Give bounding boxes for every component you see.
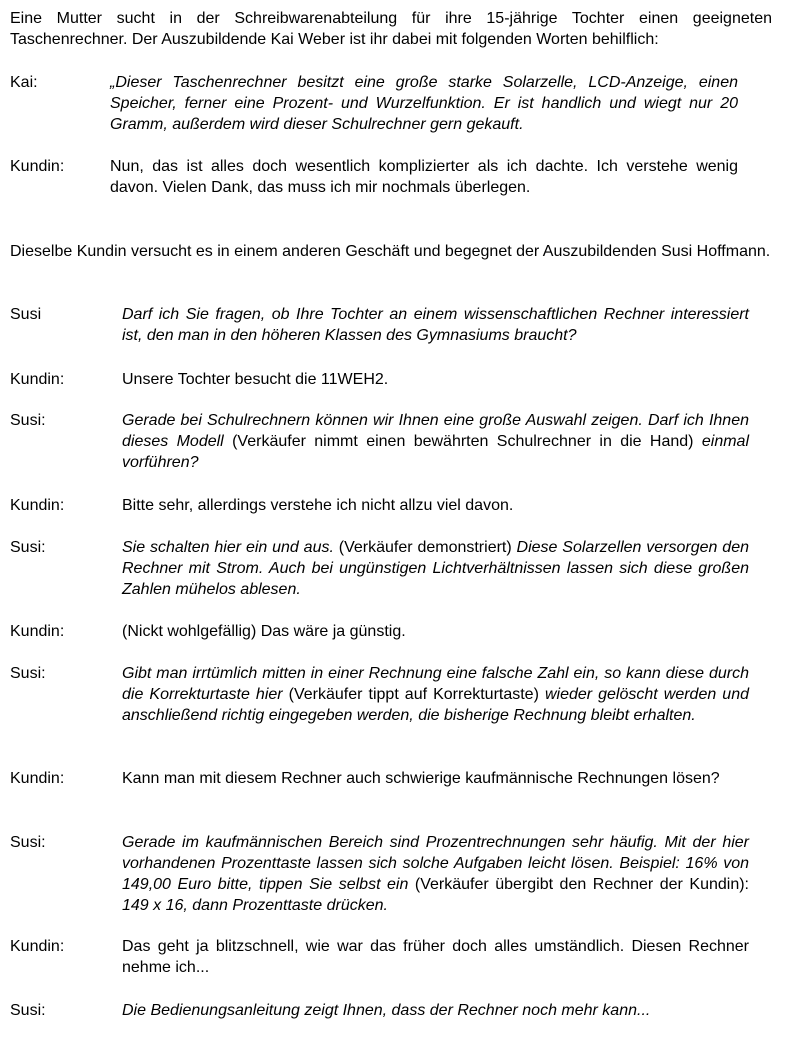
utterance-text [122, 832, 749, 916]
utterance-text [122, 304, 749, 346]
utterance-segment: Die Bedienungsanleitung zeigt Ihnen, dass der Rechner noch mehr kann... [122, 1002, 651, 1019]
utterance-text [122, 410, 749, 473]
utterance-segment: Gibt man irrtümlich mitten in einer Rechnung eine falsche Zahl ein, so kann diese durch die Korrekturtaste hier [122, 665, 749, 703]
utterance-text [122, 621, 749, 642]
speaker-label: Kundin: [10, 158, 65, 175]
utterance-segment: Sie schalten hier ein und aus. [122, 539, 334, 556]
speaker-label: Susi: [10, 834, 46, 851]
utterance-segment: „Dieser Taschenrechner besitzt eine große starke Solarzelle, LCD-Anzeige, einen Speicher, ferner eine Prozent- und Wurzelfunktion. Er ist handlich und wiegt nur 20 Gramm, außerdem wird dieser Schulrechner gern gekauft. [110, 74, 738, 133]
speaker-label: Kundin: [10, 938, 65, 955]
utterance-text [110, 72, 738, 135]
utterance-segment: 149 x 16, dann Prozenttaste drücken. [122, 897, 388, 914]
utterance-text [110, 156, 738, 198]
utterance-text [122, 936, 749, 978]
utterance-text [122, 1000, 749, 1021]
utterance-text [122, 369, 749, 390]
intro-paragraph-2: Dieselbe Kundin versucht es in einem anderen Geschäft und begegnet der Auszubildenden Susi Hoffmann. [10, 243, 771, 260]
stage-direction: (Verkäufer nimmt einen bewährten Schulrechner in die Hand) [223, 433, 702, 450]
utterance-segment: Das geht ja blitzschnell, wie war das früher doch alles umständlich. Diesen Rechner nehme ich... [122, 938, 749, 976]
utterance-segment: einmal vorführen? [122, 433, 750, 471]
utterance-segment: wieder gelöscht werden und anschließend richtig eingegeben werden, die bisherige Rechnung bleibt erhalten. [122, 686, 749, 724]
speaker-label: Kai: [10, 74, 38, 91]
utterance-segment: Diese Solarzellen versorgen den Rechner mit Strom. Auch bei ungünstigen Lichtverhältnissen lassen sich diese großen Zahlen mühelos ablesen. [122, 539, 749, 598]
stage-direction: (Verkäufer demonstriert) [333, 539, 517, 556]
speaker-label: Susi: [10, 1002, 46, 1019]
utterance-segment: Unsere Tochter besucht die 11WEH2. [122, 371, 389, 388]
utterance-text [122, 537, 749, 600]
utterance-segment: Gerade bei Schulrechnern können wir Ihnen eine große Auswahl zeigen. Darf ich Ihnen dieses Modell [122, 412, 749, 450]
speaker-label: Susi: [10, 412, 46, 429]
speaker-label: Susi: [10, 539, 46, 556]
utterance-text [122, 663, 749, 726]
stage-direction: (Verkäufer tippt auf Korrekturtaste) [282, 686, 545, 703]
speaker-label: Kundin: [10, 623, 65, 640]
utterance-segment: Gerade im kaufmännischen Bereich sind Prozentrechnungen sehr häufig. Mit der hier vorhandenen Prozenttaste lassen sich solche Aufgaben leicht lösen. Beispiel: 16% von 149,00 Euro bitte, tippen Sie selbst ein [122, 834, 749, 893]
speaker-label: Kundin: [10, 770, 65, 787]
utterance-segment: Nun, das ist alles doch wesentlich komplizierter als ich dachte. Ich verstehe wenig davon. Vielen Dank, das muss ich mir nochmals überlegen. [110, 158, 738, 196]
utterance-segment: (Nickt wohlgefällig) Das wäre ja günstig. [122, 623, 406, 640]
utterance-segment: Kann man mit diesem Rechner auch schwierige kaufmännische Rechnungen lösen? [122, 770, 720, 787]
utterance-segment: Darf ich Sie fragen, ob Ihre Tochter an einem wissenschaftlichen Rechner interessiert ist, den man in den höheren Klassen des Gymnasiums braucht? [122, 306, 749, 344]
speaker-label: Susi: [10, 665, 46, 682]
stage-direction: (Verkäufer übergibt den Rechner der Kundin): [408, 876, 749, 893]
utterance-text [122, 495, 749, 516]
utterance-segment: Bitte sehr, allerdings verstehe ich nicht allzu viel davon. [122, 497, 514, 514]
utterance-text [122, 768, 749, 789]
intro-paragraph: Eine Mutter sucht in der Schreibwarenabteilung für ihre 15-jährige Tochter einen geeigneten Taschenrechner. Der Auszubildende Kai Weber ist ihr dabei mit folgenden Worten behilflich: [10, 10, 772, 48]
speaker-label: Susi [10, 306, 42, 323]
speaker-label: Kundin: [10, 497, 65, 514]
speaker-label: Kundin: [10, 371, 65, 388]
